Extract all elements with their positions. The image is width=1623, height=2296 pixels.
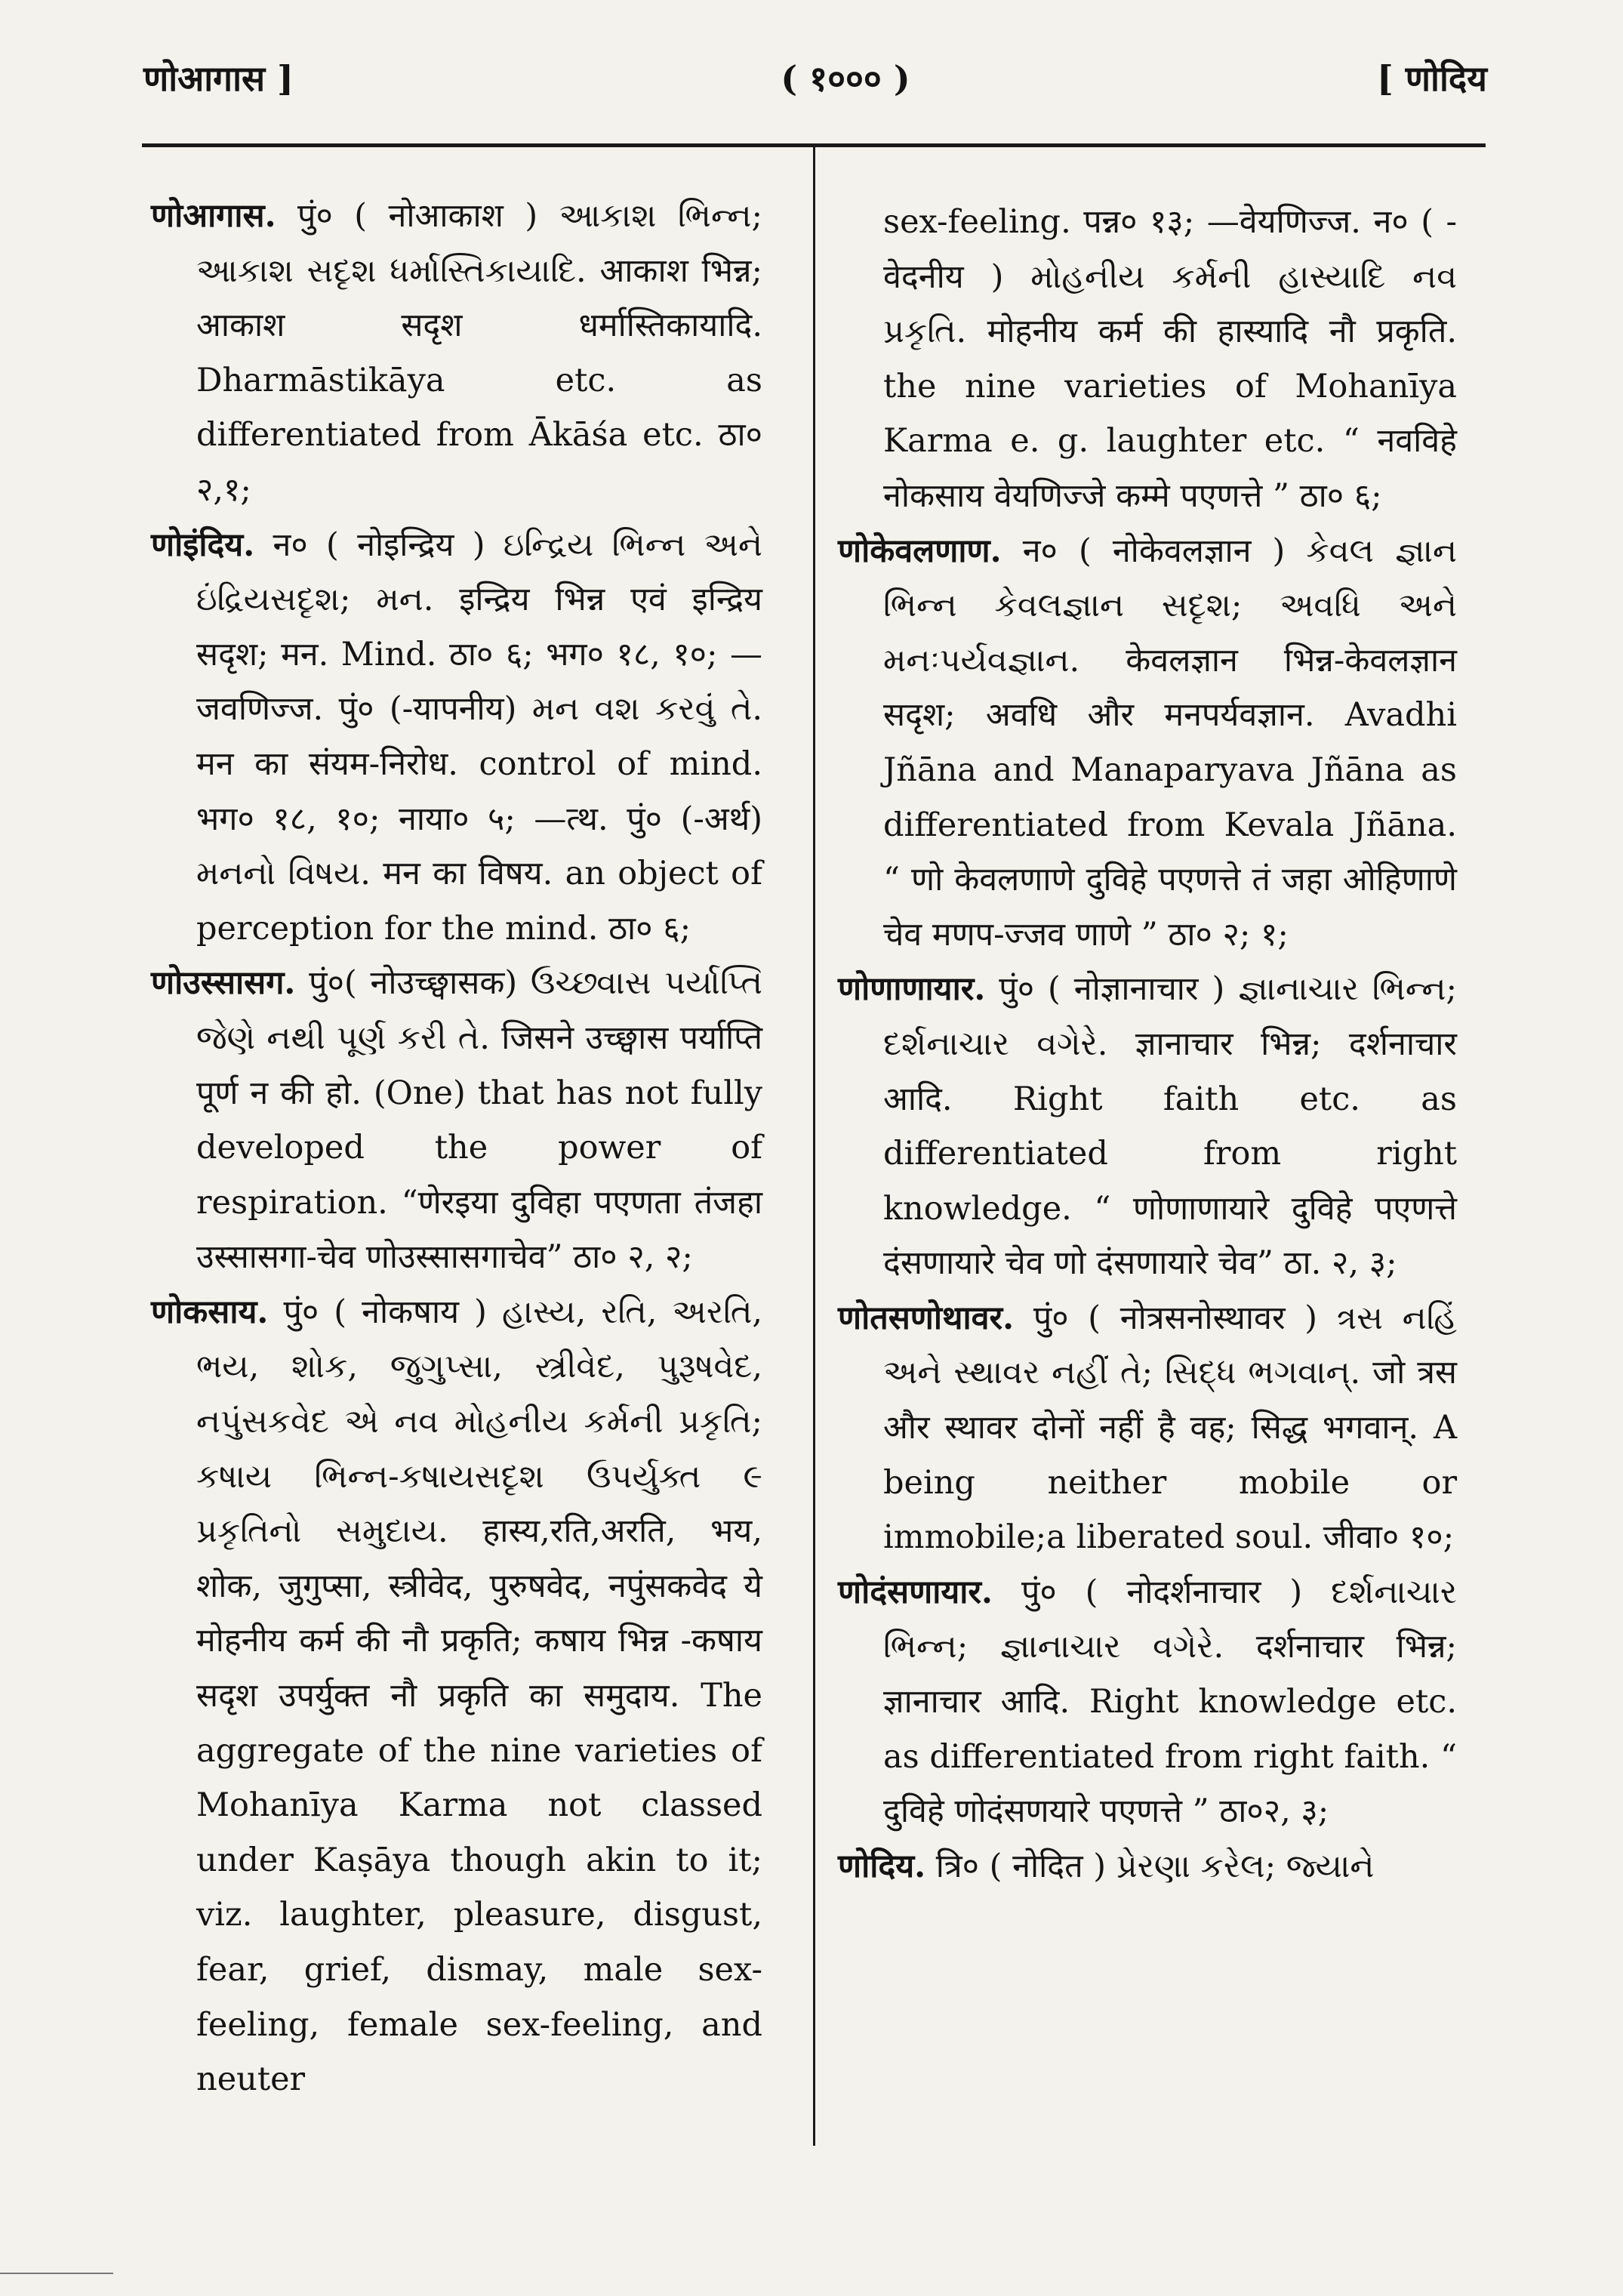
page-header: [143, 54, 1487, 107]
entry-text: पुं० ( नोज्ञानाचार ) જ્ઞાનાચાર ભિન્ન; દર્શનાચાર વગેરે. ज्ञानाचार भिन्न; दर्शनाचार आदि. Right faith etc. as differentiated from right knowledge. “ णोणाणायारे दुविहे पएणत्ते दंसणायारे चेव णो दंसणायारे चेव” ठा. २, ३;: [883, 970, 1457, 1283]
entry-headword: णोणाणायार.: [838, 970, 986, 1009]
dictionary-entry: [151, 1285, 762, 2107]
dictionary-entry: [151, 189, 762, 518]
dictionary-entry: [151, 956, 762, 1285]
entry-text: त्रि० ( नोदित ) પ્રેરણા કરેલ; જ્યાને: [935, 1847, 1375, 1885]
scan-edge-mark: [0, 2273, 113, 2274]
entry-text: न० ( नोकेवलज्ञान ) કેવલ જ્ઞાન ભિન્ન કેવલજ્ઞાન સદૃશ; અવધિ અને મનઃપર્યવજ્ઞાન. केवलज्ञान भिन्न-केवलज्ञान सदृश; अवधि और मनपर्यवज्ञान. Avadhi Jñāna and Manaparyava Jñāna as differentiated from Kevala Jñāna. “ णो केवलणाणे दुविहे पएणत्ते तं जहा ओहिणाणे चेव मणप-ज्जव णाणे ” ठा० २; १;: [883, 532, 1458, 954]
dictionary-entry: [838, 1839, 1457, 1894]
entry-headword: णोदिय.: [838, 1847, 926, 1885]
header-left-guideword: णोआगास ]: [143, 58, 294, 99]
dictionary-entry: [838, 962, 1457, 1291]
entry-headword: णोउस्सासग.: [151, 964, 296, 1003]
entry-text: पुं० ( नोकषाय ) હાસ્ય, રતિ, અરતિ, ભય, શોક, જુગુપ્સા, સ્ત્રીવેદ, પુરૂષવેદ, નપુંસકવેદ એ નવ મોહનીય કર્મની પ્રકૃતિ; કષાય ભિન્ન-કષાયસદૃશ ઉપર્યુક્ત ૯ પ્રકૃતિનો સમુદાય. हास्य,रति,अरति, भय, शोक, जुगुप्सा, स्त्रीवेद, पुरुषवेद, नपुंसकवेद ये मोहनीय कर्म की नौ प्रकृति; कषाय भिन्न -कषाय सदृश उपर्युक्त नौ प्रकृति का समुदाय. The aggregate of the nine varieties of Mohanīya Karma not classed under Kaṣāya though akin to it; viz. laughter, pleasure, disgust, fear, grief, dismay, male sex-feeling, female sex-feeling, and neuter: [196, 1293, 762, 2099]
column-divider: [813, 145, 815, 2146]
left-column: [151, 189, 762, 2107]
entry-headword: णोकसाय.: [151, 1293, 269, 1331]
header-right-guideword: [ णोदिय: [1377, 58, 1487, 99]
dictionary-entry: [838, 1291, 1457, 1565]
entry-text: पुं० ( नोत्रसनोस्थावर ) ત્રસ નહિં અને સ્થાવર નહીં તે; સિદ્ધ ભગવાન્. जो त्रस और स्थावर दोनों नहीं है वह; सिद्ध भगवान्. A being neither mobile or immobile;a liberated soul. जीवा० १०;: [883, 1299, 1457, 1557]
entry-headword: णोआगास.: [151, 197, 276, 235]
right-column: [838, 195, 1457, 1894]
entry-headword: णोतसणोथावर.: [838, 1299, 1015, 1337]
dictionary-entry: [838, 524, 1457, 963]
entry-text: पुं० ( नोदर्शनाचार ) દર્શનાચાર ભિન્ન; જ્ઞાનાચાર વગેરે. दर्शनाचार भिन्न; ज्ञानाचार आदि. Right knowledge etc. as differentiated from right faith. “ दुविहे णोदंसणयारे पएणत्ते ” ठा०२, ३;: [883, 1573, 1458, 1831]
entry-text: पुं०( नोउच्छ्वासक) ઉચ્છ્વાસ પર્યાપ્તિ જેણે નથી પૂર્ણ કરી તે. जिसने उच्छ्वास पर्याप्ति पूर्ण न की हो. (One) that has not fully developed the power of respiration. “णेरइया दुविहा पएणता तंजहा उस्सासगा-चेव णोउस्सासगाचेव” ठा० २, २;: [196, 964, 763, 1277]
page-number: ( १००० ): [781, 58, 910, 99]
dictionary-entry: [151, 518, 762, 957]
dictionary-entry-continued: [838, 195, 1457, 524]
entry-text: sex-feeling. पन्न० १३; —वेयणिज्ज. न० ( -वेदनीय ) મોહનીય કર્મની હાસ્યાદિ નવ પ્રકૃતિ. मोहनीय कर्म की हास्यादि नौ प्रकृति. the nine varieties of Mohanīya Karma e. g. laughter etc. “ नवविहे नोकसाय वेयणिज्जे कम्मे पएणत्ते ” ठा० ६;: [883, 203, 1457, 515]
dictionary-entry: [838, 1565, 1457, 1839]
entry-text: न० ( नोइन्द्रिय ) ઇન્દ્રિય ભિન્ન અને ઇંદ્રિયસદૃશ; મન. इन्द्रिय भिन्न एवं इन्द्रिय सदृश; मन. Mind. ठा० ६; भग० १८, १०; —जवणिज्ज. पुं० (-यापनीय) મન વશ કરવું તે. मन का संयम-निरोध. control of mind. भग० १८, १०; नाया० ५; —त्थ. पुं० (-अर्थ) મનનો વિષય. मन का विषय. an object of perception for the mind. ठा० ६;: [196, 525, 762, 948]
entry-headword: णोइंदिय.: [151, 525, 255, 564]
entry-text: पुं० ( नोआकाश ) આકાશ ભિન્ન; આકાશ સદૃશ ધર્માસ્તિકાયાદિ. आकाश भिन्न; आकाश सदृश धर्मास्तिकायादि. Dharmāstikāya etc. as differentiated from Ākāśa etc. ठा० २,१;: [196, 197, 763, 509]
entry-headword: णोदंसणायार.: [838, 1573, 993, 1611]
entry-headword: णोकेवलणाण.: [838, 532, 1002, 570]
